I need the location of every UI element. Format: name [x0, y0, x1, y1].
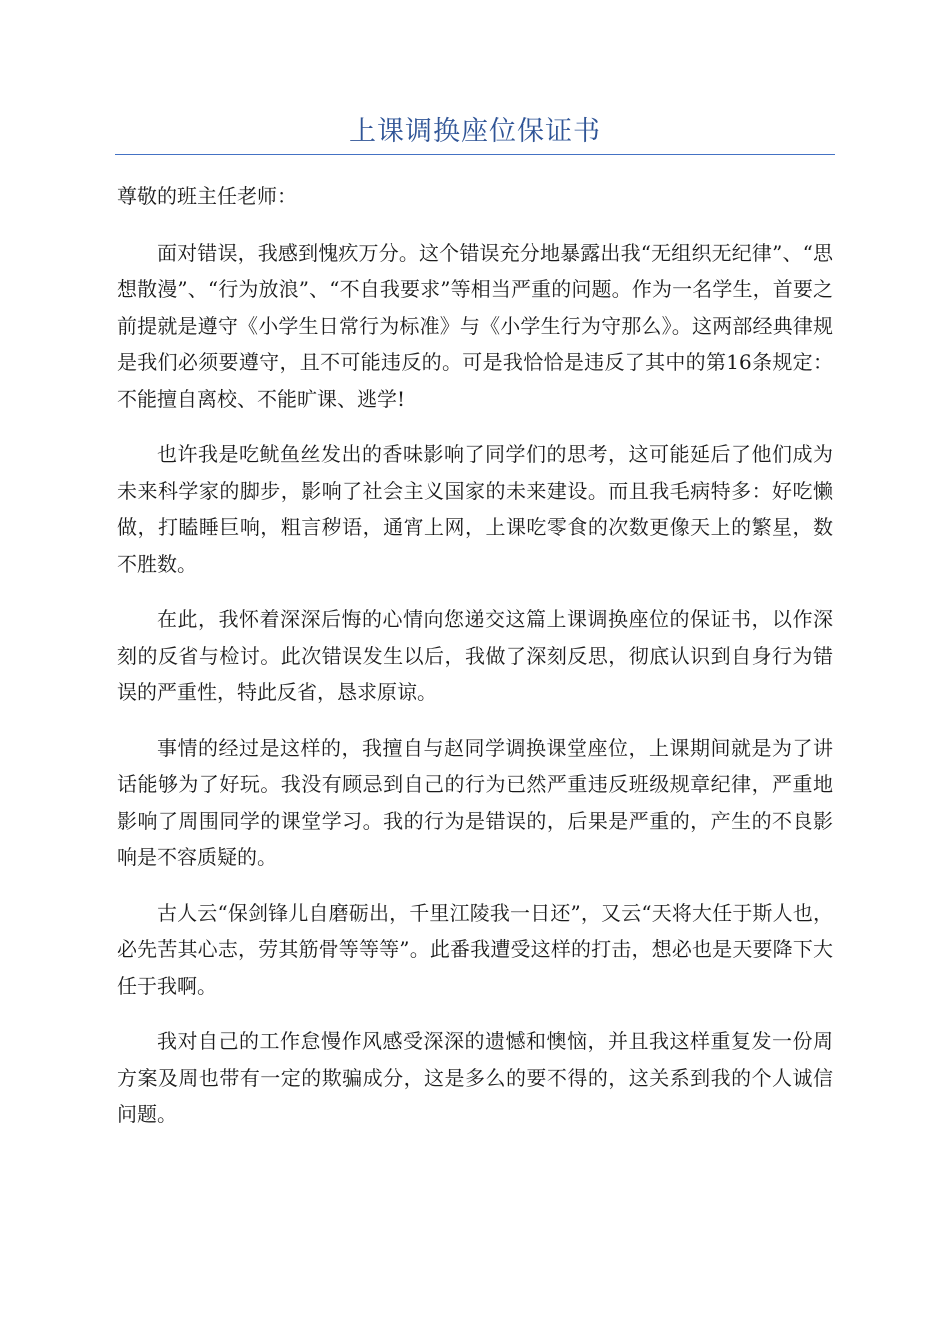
paragraph-2: 也许我是吃鱿鱼丝发出的香味影响了同学们的思考，这可能延后了他们成为未来科学家的脚步，影响了社会主义国家的未来建设。而且我毛病特多：好吃懒做，打瞌睡巨响，粗言秽语，通宵上网，上课吃零食的次数更像天上的繁星，数不胜数。 — [117, 442, 833, 576]
document-title: 上课调换座位保证书 — [349, 116, 601, 147]
paragraph-1: 面对错误，我感到愧疚万分。这个错误充分地暴露出我“无组织无纪律”、“思想散漫”、“行为放浪”、“不自我要求”等相当严重的问题。作为一名学生，首要之前提就是遵守《小学生日常行为标准》与《小学生行为守那么》。这两部经典律规是我们必须要遵守，且不可能违反的。可是我恰恰是违反了其中的第16条规定：不能擅自离校、不能旷课、逃学! — [117, 240, 833, 411]
paragraph-5: 古人云“保剑锋儿自磨砺出，千里江陵我一日还”，又云“天将大任于斯人也，必先苦其心志，劳其筋骨等等等”。此番我遭受这样的打击，想必也是天要降下大任于我啊。 — [117, 900, 833, 998]
document-body — [117, 178, 833, 1152]
title-underline — [115, 154, 835, 155]
paragraph-6: 我对自己的工作怠慢作风感受深深的遗憾和懊恼，并且我这样重复发一份周方案及周也带有一定的欺骗成分，这是多么的要不得的，这关系到我的个人诚信问题。 — [117, 1029, 833, 1126]
paragraph-3: 在此，我怀着深深后悔的心情向您递交这篇上课调换座位的保证书，以作深刻的反省与检讨。此次错误发生以后，我做了深刻反思，彻底认识到自身行为错误的严重性，特此反省，恳求原谅。 — [117, 607, 833, 704]
salutation: 尊敬的班主任老师： — [117, 184, 297, 208]
paragraph-4: 事情的经过是这样的，我擅自与赵同学调换课堂座位，上课期间就是为了讲话能够为了好玩。我没有顾忌到自己的行为已然严重违反班级规章纪律，严重地影响了周围同学的课堂学习。我的行为是错误的，后果是严重的，产生的不良影响是不容质疑的。 — [117, 735, 833, 869]
